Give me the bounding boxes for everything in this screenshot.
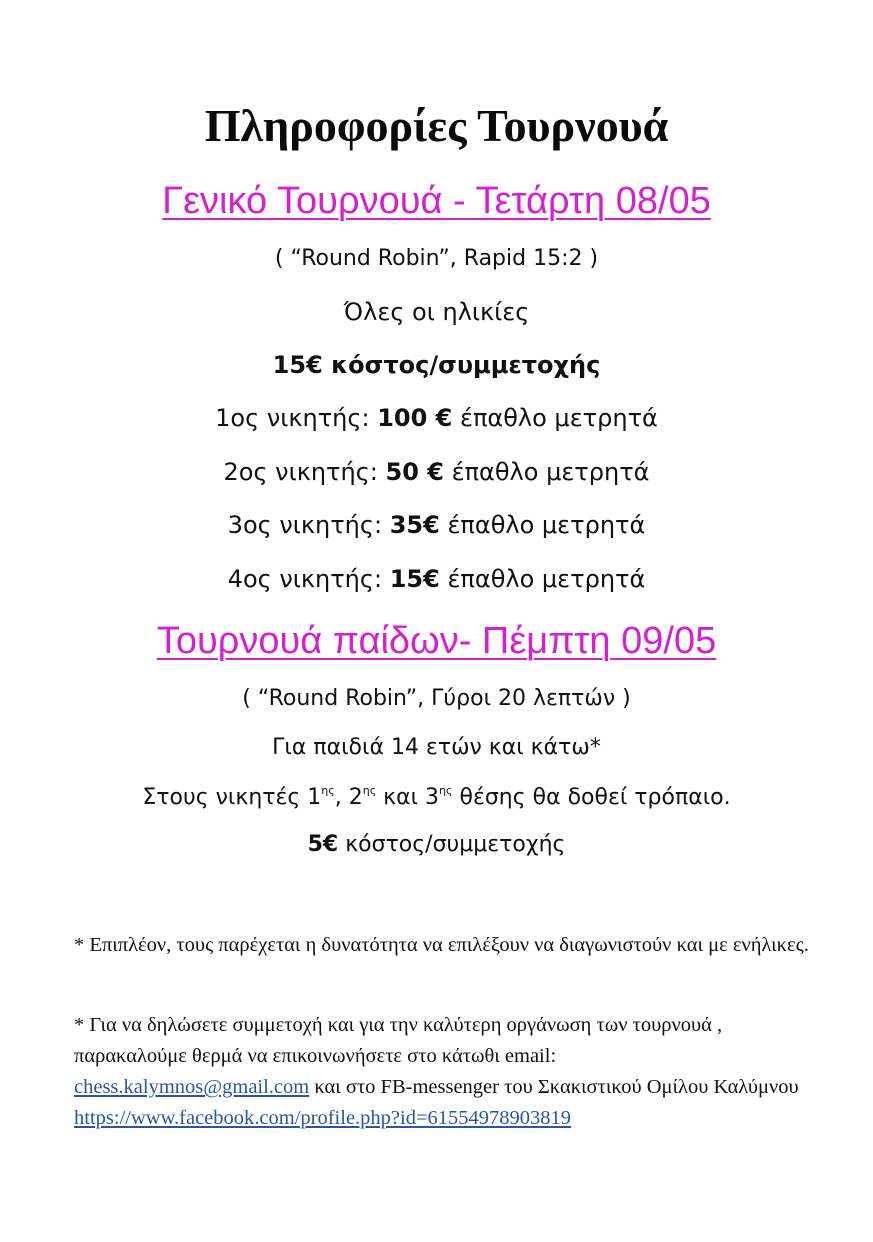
email-link[interactable]: chess.kalymnos@gmail.com — [74, 1076, 310, 1098]
prize-suffix: έπαθλο μετρητά — [451, 458, 650, 486]
email-suffix: και στο FB-messenger του Σκακιστικού Ομίλου Καλύμνου — [309, 1076, 799, 1098]
prize-suffix: έπαθλο μετρητά — [459, 404, 658, 432]
kids-trophy — [0, 783, 873, 813]
prize-row — [0, 509, 873, 541]
note-contact-text: * Για να δηλώσετε συμμετοχή και για την καλύτερη οργάνωση των τουρνουά , παρακαλούμε θερμά να επικοινωνήσετε στο κάτωθι email: — [74, 1014, 723, 1067]
prize-amount: 15€ — [389, 565, 440, 593]
trophy-sup: ης — [439, 784, 453, 797]
trophy-mid: και 3 — [376, 785, 440, 810]
prize-place: 4ος νικητής: — [227, 565, 383, 593]
prize-place: 3ος νικητής: — [227, 511, 383, 539]
kids-fee — [0, 830, 873, 860]
general-tournament-heading: Γενικό Τουρνουά - Τετάρτη 08/05 — [162, 180, 711, 222]
prize-amount: 50 € — [385, 458, 444, 486]
prize-place: 1ος νικητής: — [215, 404, 370, 432]
page-title: Πληροφορίες Τουρνουά — [204, 100, 669, 151]
prize-amount: 100 € — [377, 404, 453, 432]
kids-fee-text: κόστος/συμμετοχής — [338, 832, 566, 857]
note-contact — [74, 1010, 814, 1134]
trophy-suffix: θέσης θα δοθεί τρόπαιο. — [452, 785, 731, 810]
general-ages: Όλες οι ηλικίες — [343, 298, 530, 326]
prize-place: 2ος νικητής: — [223, 458, 378, 486]
prize-suffix: έπαθλο μετρητά — [447, 565, 646, 593]
trophy-prefix: Στους νικητές 1 — [142, 785, 322, 810]
prize-suffix: έπαθλο μετρητά — [447, 511, 646, 539]
general-fee — [0, 349, 873, 381]
facebook-link[interactable]: https://www.facebook.com/profile.php?id=61554978903819 — [74, 1107, 572, 1129]
general-fee-text: 15€ κόστος/συμμετοχής — [272, 351, 601, 379]
trophy-sup: ης — [321, 784, 335, 797]
prize-row — [0, 563, 873, 595]
kids-format: ( “Round Robin”, Γύροι 20 λεπτών ) — [242, 686, 631, 711]
trophy-mid: , 2 — [334, 785, 363, 810]
note-adults: * Επιπλέον, τους παρέχεται η δυνατότητα να επιλέξουν να διαγωνιστούν και με ενήλικες. — [74, 934, 809, 956]
general-format: ( “Round Robin”, Rapid 15:2 ) — [274, 246, 599, 271]
prize-amount: 35€ — [389, 511, 440, 539]
kids-ages: Για παιδιά 14 ετών και κάτω* — [272, 735, 601, 760]
kids-tournament-heading: Τουρνουά παίδων- Πέμπτη 09/05 — [156, 620, 717, 662]
trophy-sup: ης — [362, 784, 377, 797]
prize-row — [0, 402, 873, 434]
prize-row — [0, 456, 873, 488]
kids-fee-amount: 5€ — [307, 832, 339, 857]
